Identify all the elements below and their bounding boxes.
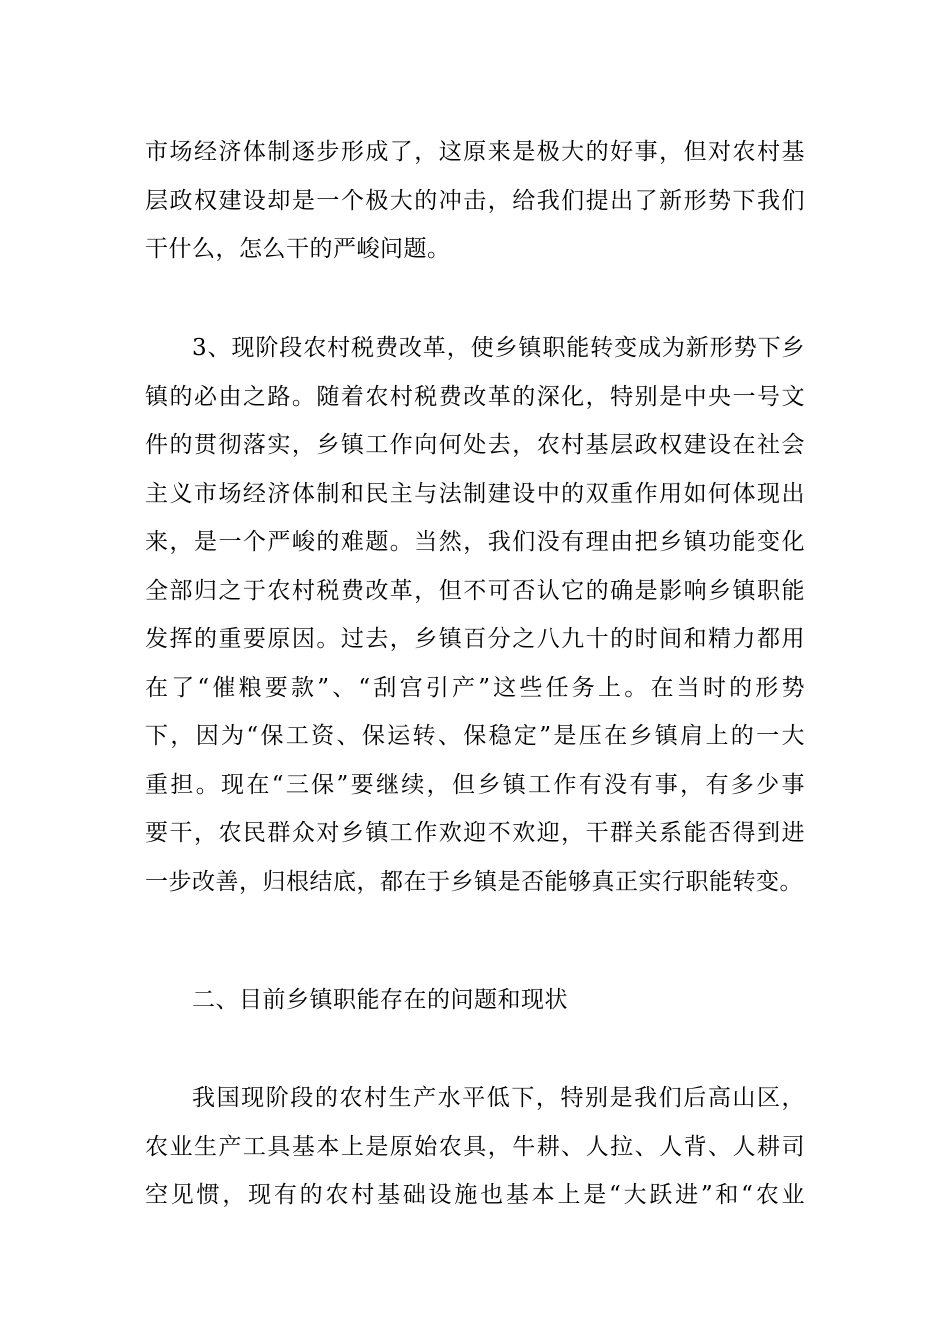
paragraph-tax-reform <box>145 324 805 906</box>
text-line: 市场经济体制逐步形成了，这原来是极大的好事，但对农村基 <box>145 139 805 165</box>
text-line: 一步改善，归根结底，都在于乡镇是否能够真正实行职能转变。 <box>145 868 803 895</box>
text-line: 件的贯彻落实，乡镇工作向何处去，农村基层政权建设在社会 <box>145 432 805 458</box>
text-line: 干什么，怎么干的严峻问题。 <box>145 236 451 262</box>
text-line: 主义市场经济体制和民主与法制建设中的双重作用如何体现出 <box>145 480 805 507</box>
paragraph-current-status <box>145 1074 805 1220</box>
text-line: 重担。现在“三保”要继续，但乡镇工作有没有事，有多少事 <box>145 771 805 798</box>
text-line: 农业生产工具基本上是原始农具，牛耕、人拉、人背、人耕司 <box>145 1133 805 1160</box>
text-line: 层政权建设却是一个极大的冲击，给我们提出了新形势下我们 <box>145 187 805 214</box>
text-line: 3、现阶段农村税费改革，使乡镇职能转变成为新形势下乡 <box>192 335 805 361</box>
text-line: 下，因为“保工资、保运转、保稳定”是压在乡镇肩上的一大 <box>145 723 805 749</box>
text-line: 空见惯，现有的农村基础设施也基本上是“大跃进”和“农业 <box>145 1182 805 1208</box>
text-line: 来，是一个严峻的难题。当然，我们没有理由把乡镇功能变化 <box>145 529 805 555</box>
section-heading <box>145 976 805 1025</box>
text-line: 全部归之于农村税费改革，但不可否认它的确是影响乡镇职能 <box>145 577 805 604</box>
text-line: 发挥的重要原因。过去，乡镇百分之八九十的时间和精力都用 <box>145 626 805 652</box>
heading-text: 二、目前乡镇职能存在的问题和现状 <box>192 987 568 1013</box>
paragraph-continuation <box>145 128 805 274</box>
text-line: 我国现阶段的农村生产水平低下，特别是我们后高山区， <box>192 1085 805 1111</box>
text-line: 在了“催粮要款”、“刮宫引产”这些任务上。在当时的形势 <box>145 674 805 701</box>
text-line: 镇的必由之路。随着农村税费改革的深化，特别是中央一号文 <box>145 383 805 410</box>
text-line: 要干，农民群众对乡镇工作欢迎不欢迎，干群关系能否得到进 <box>145 820 805 846</box>
